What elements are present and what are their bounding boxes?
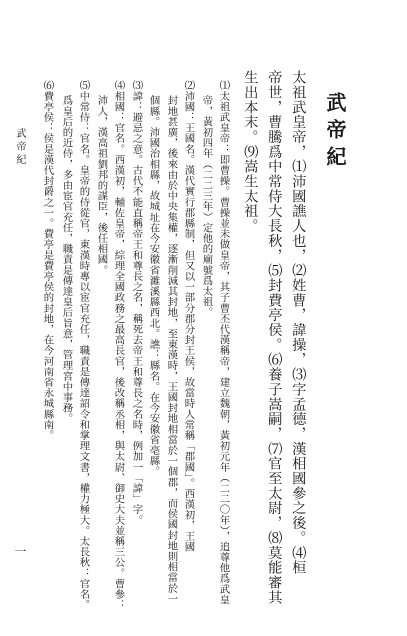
- footnote-3: ⑶諱：避忌之意。古代不能直稱帝王和尊長之名，稱死去帝王和尊長之名時，例加一「諱」字。: [130, 80, 143, 526]
- footnote-5: ⑸中常侍：官名。皇帝的侍從官，東漢時專以宦官充任，職責是傳達詔令和掌理文書，權力極大。太長秋：官名。: [77, 80, 90, 610]
- footnote-5-cont: 爲皇后的近侍，多由宦官充任，職責是傳達皇后旨意，管理宮中事務。: [60, 95, 73, 424]
- footnote-2-cont: 封地甚廣，後來由於中央集權，逐漸削減其封地，至東漢時，王國封地相當於一個郡，而侯國封地則相當於一: [165, 95, 178, 604]
- footnote-4: ⑷相國：官名。西漢初，輔佐皇帝，綜理全國政務之最高長官，後改稱丞相，與太尉、御史大夫並稱三公。曹參：: [112, 80, 125, 610]
- footnote-4-cont: 沛人，漢高祖劉邦的謀臣，後任相國。: [95, 95, 108, 276]
- footnote-1: ⑴太祖武皇帝：即曹操。曹操並未做皇帝，其子曹丕代漢稱帝，建立魏朝，黃初元年（二二〇年），追尊他爲武皇: [217, 80, 230, 605]
- main-text-line-1: 太祖武皇帝，⑴沛國譙人也，⑵姓曹，諱操，⑶字孟德，漢相國參之後。⑷桓: [290, 70, 307, 575]
- chapter-title: 武帝紀: [323, 92, 347, 173]
- footnote-2: ⑵沛國：王國名。漢代實行郡縣制，但又以一部分郡分封王侯，故當時人常稱「郡國」。西漢初，王國: [182, 80, 195, 552]
- footnote-2-cont: 個縣。沛國治相縣，故城址在今安徽省濉溪縣西北。譙：縣名。在今安徽省亳縣。: [147, 95, 160, 477]
- main-text-line-2: 帝世，曹騰爲中常侍大長秋，⑸封費亭侯。⑹養子嵩嗣，⑺官至太尉，⑻莫能審其: [266, 70, 283, 605]
- footnote-1-cont: 帝，黃初四年（二二三年）定他的廟號爲太祖。: [200, 95, 213, 318]
- running-head: 武帝紀: [14, 128, 25, 167]
- page-number: 一: [13, 545, 27, 557]
- footnote-6: ⑹費亭侯：侯是漢代封爵之一。費亭是費亭侯的封地，在今河南省永城縣南。: [41, 80, 54, 441]
- main-text-line-3: 生出本末。⑼嵩生太祖。: [242, 70, 259, 234]
